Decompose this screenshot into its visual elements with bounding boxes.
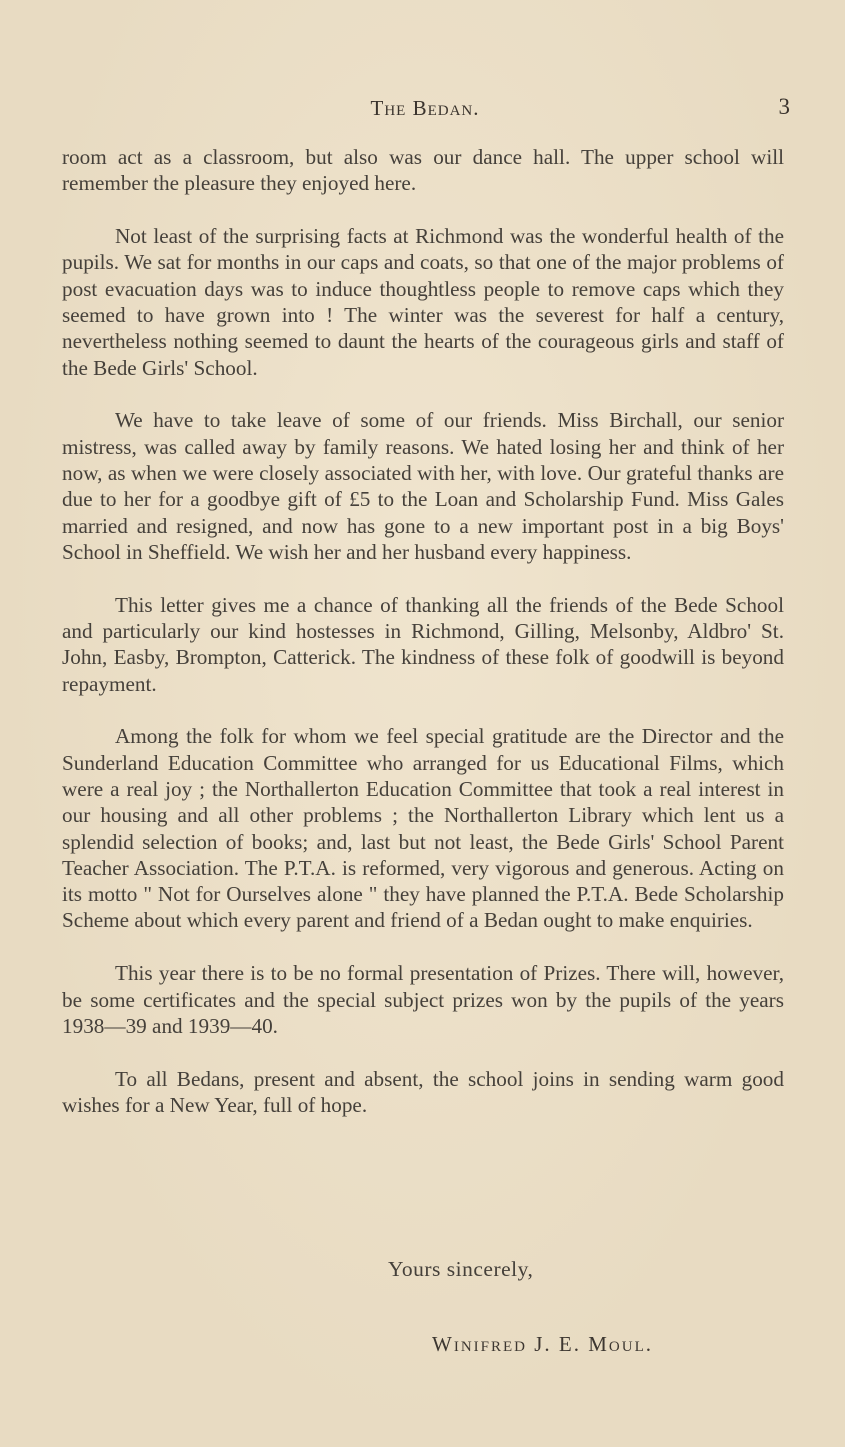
- letter-body: [62, 144, 784, 1145]
- signature: Winifred J. E. Moul.: [432, 1332, 653, 1356]
- paragraph-farewells: We have to take leave of some of our friends. Miss Birchall, our senior mistress, was called away by family reasons. We hated losing her and think of her now, as when we were closely associated with her, with love. Our grateful thanks are due to her for a goodbye gift of £5 to the Loan and Scholarship Fund. Miss Gales married and resigned, and now has gone to a new important post in a big Boys' School in Sheffield. We wish her and her husband every happiness.: [62, 408, 784, 564]
- paragraph-gratitude: Among the folk for whom we feel special gratitude are the Director and the Sunderland Education Committee who arranged for us Educational Films, which were a real joy ; the Northallerton Education Committee that took a real interest in our housing and all other problems ; the Northallerton Library which lent us a splendid selection of books; and, last but not least, the Bede Girls' School Parent Teacher Association. The P.T.A. is reformed, very vigorous and generous. Acting on its motto " Not for Ourselves alone " they have planned the P.T.A. Bede Scholarship Scheme about which every parent and friend of a Bedan ought to make enquiries.: [62, 724, 784, 933]
- paragraph-health: Not least of the surprising facts at Richmond was the wonderful health of the pupils. We sat for months in our caps and coats, so that one of the major problems of post evacuation days was to induce thoughtless people to remove caps which they seemed to have grown into ! The winter was the severest for half a century, nevertheless nothing seemed to daunt the hearts of the courageous girls and staff of the Bede Girls' School.: [62, 224, 784, 380]
- paragraph-good-wishes: To all Bedans, present and absent, the school joins in sending warm good wishes for a New Year, full of hope.: [62, 1066, 784, 1117]
- journal-title: The Bedan.: [370, 96, 480, 120]
- page-number: 3: [778, 94, 790, 119]
- paragraph-prizes: This year there is to be no formal presentation of Prizes. There will, however, be some certificates and the special subject prizes won by the pupils of the years 1938—39 and 1939—40.: [62, 961, 784, 1038]
- paragraph-continuation: room act as a classroom, but also was our dance hall. The upper school will remember the pleasure they enjoyed here.: [62, 145, 784, 196]
- paragraph-thanks-hostesses: This letter gives me a chance of thanking all the friends of the Bede School and particularly our kind hostesses in Richmond, Gilling, Melsonby, Aldbro' St. John, Easby, Brompton, Catterick. The kindness of these folk of goodwill is beyond repayment.: [62, 592, 784, 696]
- closing-salutation: Yours sincerely,: [388, 1257, 534, 1281]
- running-head: [60, 96, 790, 126]
